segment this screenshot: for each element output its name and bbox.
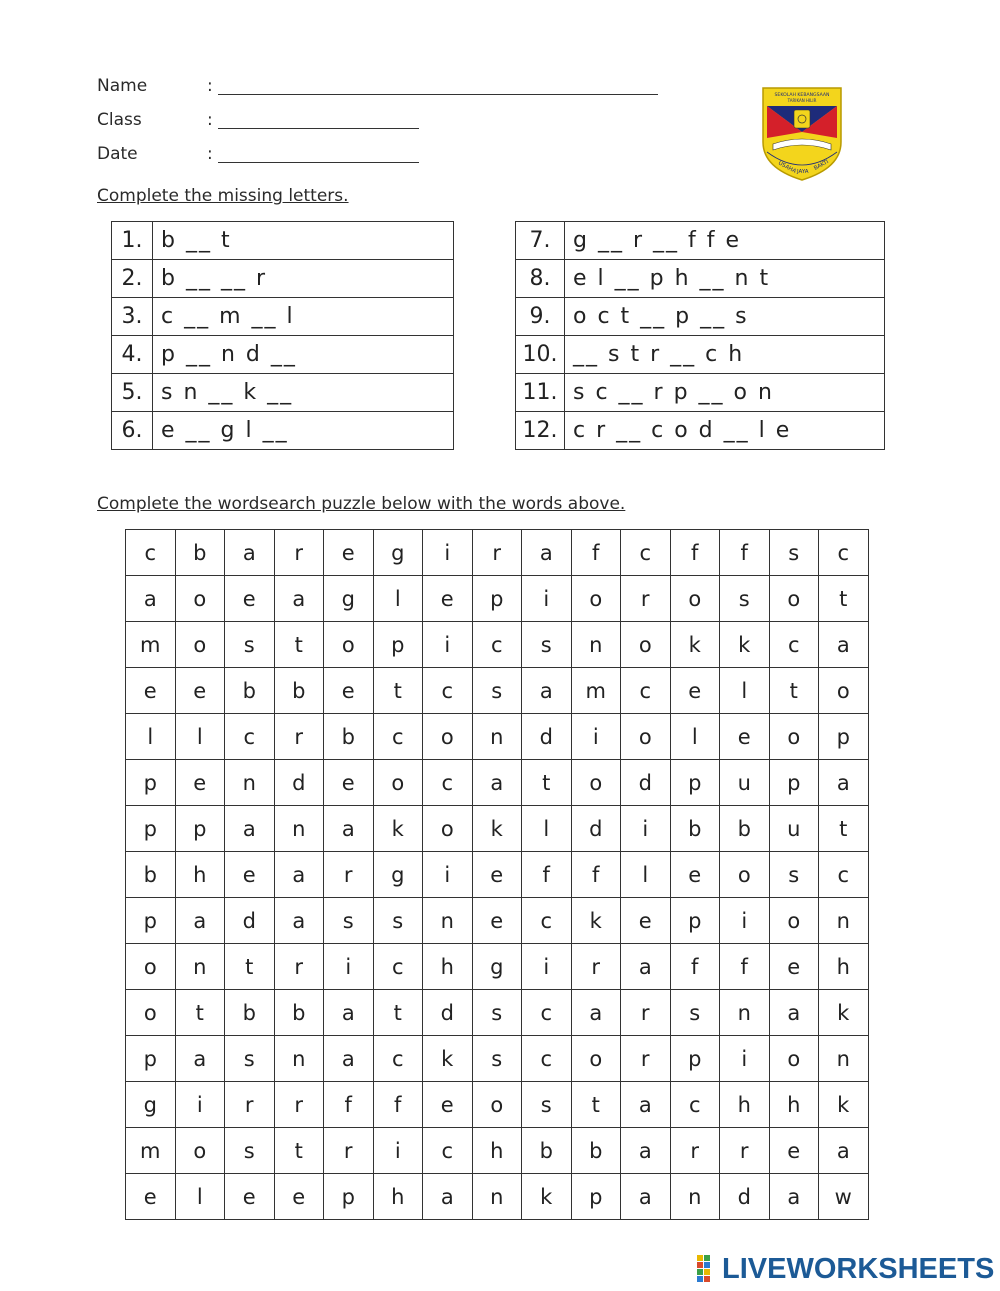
grid-cell[interactable]: a bbox=[571, 990, 621, 1036]
grid-cell[interactable]: h bbox=[819, 944, 869, 990]
grid-cell[interactable]: p bbox=[126, 806, 176, 852]
grid-cell[interactable]: u bbox=[769, 806, 819, 852]
grid-cell[interactable]: k bbox=[522, 1174, 572, 1220]
grid-row bbox=[126, 1036, 869, 1082]
grid-cell[interactable]: o bbox=[126, 990, 176, 1036]
grid-cell[interactable]: e bbox=[720, 714, 770, 760]
grid-cell[interactable]: b bbox=[571, 1128, 621, 1174]
grid-row bbox=[126, 622, 869, 668]
table-row bbox=[516, 336, 885, 374]
grid-cell[interactable]: p bbox=[126, 760, 176, 806]
grid-cell[interactable]: i bbox=[423, 530, 473, 576]
grid-cell[interactable]: c bbox=[819, 530, 869, 576]
item-word[interactable]: c r __ c o d __ l e bbox=[565, 412, 885, 450]
grid-cell[interactable]: a bbox=[621, 1128, 671, 1174]
grid-cell[interactable]: c bbox=[819, 852, 869, 898]
grid-cell[interactable]: e bbox=[274, 1174, 324, 1220]
grid-cell[interactable]: c bbox=[522, 1036, 572, 1082]
item-word[interactable]: b __ __ r bbox=[153, 260, 454, 298]
grid-cell[interactable]: n bbox=[571, 622, 621, 668]
grid-cell[interactable]: i bbox=[522, 576, 572, 622]
grid-cell[interactable]: a bbox=[522, 530, 572, 576]
item-word[interactable]: e l __ p h __ n t bbox=[565, 260, 885, 298]
grid-cell[interactable]: k bbox=[423, 1036, 473, 1082]
grid-row bbox=[126, 852, 869, 898]
table-row bbox=[112, 298, 454, 336]
grid-cell[interactable]: e bbox=[225, 1174, 275, 1220]
item-number: 7. bbox=[516, 222, 565, 260]
grid-cell[interactable]: a bbox=[819, 622, 869, 668]
grid-cell[interactable]: e bbox=[175, 668, 225, 714]
liveworksheets-logo bbox=[697, 1252, 994, 1286]
grid-cell[interactable]: i bbox=[423, 622, 473, 668]
name-label: Name bbox=[97, 76, 148, 96]
grid-cell[interactable]: r bbox=[274, 714, 324, 760]
grid-cell[interactable]: o bbox=[720, 852, 770, 898]
table-row bbox=[516, 260, 885, 298]
grid-cell[interactable]: d bbox=[720, 1174, 770, 1220]
grid-cell[interactable]: c bbox=[373, 714, 423, 760]
grid-cell[interactable]: b bbox=[324, 714, 374, 760]
grid-cell[interactable]: a bbox=[472, 760, 522, 806]
grid-cell[interactable]: o bbox=[819, 668, 869, 714]
grid-cell[interactable]: o bbox=[126, 944, 176, 990]
grid-cell[interactable]: o bbox=[769, 1036, 819, 1082]
grid-cell[interactable]: p bbox=[324, 1174, 374, 1220]
grid-cell[interactable]: f bbox=[324, 1082, 374, 1128]
grid-cell[interactable]: p bbox=[175, 806, 225, 852]
item-number: 11. bbox=[516, 374, 565, 412]
name-colon: : bbox=[207, 76, 213, 96]
section1-instruction: Complete the missing letters. bbox=[97, 186, 349, 206]
grid-cell[interactable]: c bbox=[423, 1128, 473, 1174]
item-word[interactable]: p __ n d __ bbox=[153, 336, 454, 374]
school-logo bbox=[761, 86, 843, 182]
grid-cell[interactable]: s bbox=[769, 852, 819, 898]
grid-cell[interactable]: f bbox=[670, 944, 720, 990]
grid-cell[interactable]: l bbox=[126, 714, 176, 760]
grid-cell[interactable]: d bbox=[571, 806, 621, 852]
grid-row bbox=[126, 1082, 869, 1128]
grid-cell[interactable]: t bbox=[274, 1128, 324, 1174]
grid-cell[interactable]: k bbox=[373, 806, 423, 852]
grid-cell[interactable]: u bbox=[720, 760, 770, 806]
grid-cell[interactable]: o bbox=[571, 576, 621, 622]
grid-cell[interactable]: i bbox=[571, 714, 621, 760]
grid-cell[interactable]: p bbox=[571, 1174, 621, 1220]
grid-cell[interactable]: f bbox=[522, 852, 572, 898]
item-number: 5. bbox=[112, 374, 153, 412]
table-row bbox=[112, 222, 454, 260]
grid-cell[interactable]: a bbox=[621, 1174, 671, 1220]
table-row bbox=[516, 412, 885, 450]
grid-cell[interactable]: n bbox=[819, 1036, 869, 1082]
item-word[interactable]: o c t __ p __ s bbox=[565, 298, 885, 336]
grid-cell[interactable]: t bbox=[225, 944, 275, 990]
grid-cell[interactable]: r bbox=[472, 530, 522, 576]
grid-cell[interactable]: a bbox=[126, 576, 176, 622]
table-row bbox=[112, 336, 454, 374]
grid-cell[interactable]: c bbox=[769, 622, 819, 668]
grid-cell[interactable]: p bbox=[769, 760, 819, 806]
grid-cell[interactable]: f bbox=[720, 530, 770, 576]
grid-cell[interactable]: b bbox=[522, 1128, 572, 1174]
grid-cell[interactable]: t bbox=[819, 806, 869, 852]
grid-cell[interactable]: a bbox=[175, 898, 225, 944]
grid-cell[interactable]: i bbox=[522, 944, 572, 990]
grid-cell[interactable]: c bbox=[522, 990, 572, 1036]
grid-cell[interactable]: r bbox=[274, 1082, 324, 1128]
grid-cell[interactable]: s bbox=[472, 1036, 522, 1082]
grid-cell[interactable]: i bbox=[373, 1128, 423, 1174]
grid-cell[interactable]: b bbox=[175, 530, 225, 576]
grid-cell[interactable]: o bbox=[175, 622, 225, 668]
grid-row bbox=[126, 806, 869, 852]
grid-cell[interactable]: n bbox=[472, 714, 522, 760]
grid-cell[interactable]: d bbox=[522, 714, 572, 760]
table-row bbox=[516, 374, 885, 412]
grid-cell[interactable]: r bbox=[720, 1128, 770, 1174]
grid-cell[interactable]: b bbox=[670, 806, 720, 852]
grid-cell[interactable]: h bbox=[769, 1082, 819, 1128]
missing-letters-table-right bbox=[515, 221, 885, 450]
grid-cell[interactable]: d bbox=[423, 990, 473, 1036]
liveworksheets-icon bbox=[697, 1255, 719, 1283]
grid-row bbox=[126, 990, 869, 1036]
grid-cell[interactable]: f bbox=[373, 1082, 423, 1128]
grid-cell[interactable]: i bbox=[621, 806, 671, 852]
class-colon: : bbox=[207, 110, 213, 130]
grid-cell[interactable]: a bbox=[274, 898, 324, 944]
logo-motto-3: BAKTI bbox=[813, 159, 830, 172]
grid-cell[interactable]: s bbox=[472, 668, 522, 714]
logo-motto-2: JAYA bbox=[797, 169, 809, 175]
grid-cell[interactable]: i bbox=[175, 1082, 225, 1128]
section2-instruction: Complete the wordsearch puzzle below with the words above. bbox=[97, 494, 626, 514]
grid-cell[interactable]: e bbox=[126, 668, 176, 714]
grid-cell[interactable]: f bbox=[571, 530, 621, 576]
grid-cell[interactable]: r bbox=[621, 576, 671, 622]
grid-cell[interactable]: b bbox=[274, 990, 324, 1036]
grid-cell[interactable]: o bbox=[670, 576, 720, 622]
grid-cell[interactable]: t bbox=[819, 576, 869, 622]
grid-row bbox=[126, 1174, 869, 1220]
date-label: Date bbox=[97, 144, 138, 164]
grid-cell[interactable]: t bbox=[522, 760, 572, 806]
grid-cell[interactable]: h bbox=[720, 1082, 770, 1128]
table-row bbox=[516, 222, 885, 260]
grid-cell[interactable]: c bbox=[225, 714, 275, 760]
grid-cell[interactable]: h bbox=[423, 944, 473, 990]
grid-row bbox=[126, 944, 869, 990]
grid-cell[interactable]: g bbox=[126, 1082, 176, 1128]
grid-row bbox=[126, 668, 869, 714]
grid-cell[interactable]: c bbox=[522, 898, 572, 944]
class-label: Class bbox=[97, 110, 142, 130]
grid-cell[interactable]: e bbox=[769, 1128, 819, 1174]
grid-cell[interactable]: n bbox=[720, 990, 770, 1036]
grid-cell[interactable]: e bbox=[324, 668, 374, 714]
grid-cell[interactable]: s bbox=[225, 1128, 275, 1174]
grid-cell[interactable]: r bbox=[324, 1128, 374, 1174]
grid-cell[interactable]: e bbox=[324, 530, 374, 576]
grid-cell[interactable]: r bbox=[225, 1082, 275, 1128]
grid-cell[interactable]: c bbox=[423, 760, 473, 806]
grid-cell[interactable]: c bbox=[373, 944, 423, 990]
grid-cell[interactable]: s bbox=[472, 990, 522, 1036]
grid-row bbox=[126, 898, 869, 944]
item-number: 8. bbox=[516, 260, 565, 298]
grid-cell[interactable]: i bbox=[720, 1036, 770, 1082]
grid-cell[interactable]: c bbox=[621, 668, 671, 714]
grid-cell[interactable]: s bbox=[225, 1036, 275, 1082]
grid-cell[interactable]: l bbox=[522, 806, 572, 852]
grid-cell[interactable]: n bbox=[472, 1174, 522, 1220]
grid-cell[interactable]: h bbox=[175, 852, 225, 898]
item-number: 12. bbox=[516, 412, 565, 450]
grid-cell[interactable]: t bbox=[769, 668, 819, 714]
grid-cell[interactable]: a bbox=[621, 944, 671, 990]
grid-cell[interactable]: m bbox=[571, 668, 621, 714]
grid-cell[interactable]: t bbox=[274, 622, 324, 668]
logo-top-text: SEKOLAH KEBANGSAAN bbox=[774, 93, 830, 98]
grid-cell[interactable]: e bbox=[423, 1082, 473, 1128]
grid-cell[interactable]: a bbox=[621, 1082, 671, 1128]
grid-cell[interactable]: g bbox=[472, 944, 522, 990]
name-line[interactable] bbox=[218, 94, 658, 95]
grid-cell[interactable]: e bbox=[769, 944, 819, 990]
item-number: 10. bbox=[516, 336, 565, 374]
grid-row bbox=[126, 1128, 869, 1174]
table-row bbox=[112, 260, 454, 298]
grid-cell[interactable]: i bbox=[720, 898, 770, 944]
grid-cell[interactable]: e bbox=[670, 852, 720, 898]
grid-cell[interactable]: n bbox=[423, 898, 473, 944]
grid-cell[interactable]: d bbox=[274, 760, 324, 806]
grid-cell[interactable]: l bbox=[175, 1174, 225, 1220]
grid-cell[interactable]: o bbox=[769, 714, 819, 760]
grid-cell[interactable]: s bbox=[769, 530, 819, 576]
missing-letters-table-left bbox=[111, 221, 454, 450]
grid-cell[interactable]: a bbox=[324, 806, 374, 852]
grid-cell[interactable]: c bbox=[423, 668, 473, 714]
grid-cell[interactable]: t bbox=[175, 990, 225, 1036]
grid-cell[interactable]: a bbox=[324, 1036, 374, 1082]
grid-cell[interactable]: c bbox=[472, 622, 522, 668]
grid-cell[interactable]: s bbox=[522, 622, 572, 668]
grid-cell[interactable]: l bbox=[621, 852, 671, 898]
item-number: 6. bbox=[112, 412, 153, 450]
grid-cell[interactable]: e bbox=[472, 852, 522, 898]
grid-cell[interactable]: p bbox=[670, 898, 720, 944]
item-word[interactable]: c __ m __ l bbox=[153, 298, 454, 336]
grid-row bbox=[126, 760, 869, 806]
grid-cell[interactable]: e bbox=[126, 1174, 176, 1220]
item-word[interactable]: s n __ k __ bbox=[153, 374, 454, 412]
grid-cell[interactable]: p bbox=[126, 1036, 176, 1082]
grid-row bbox=[126, 576, 869, 622]
item-word[interactable]: __ s t r __ c h bbox=[565, 336, 885, 374]
grid-cell[interactable]: h bbox=[373, 1174, 423, 1220]
logo-motto-1: USAHA bbox=[777, 160, 797, 175]
grid-cell[interactable]: e bbox=[472, 898, 522, 944]
grid-cell[interactable]: k bbox=[819, 1082, 869, 1128]
grid-cell[interactable]: k bbox=[472, 806, 522, 852]
grid-cell[interactable]: n bbox=[225, 760, 275, 806]
grid-cell[interactable]: b bbox=[274, 668, 324, 714]
grid-cell[interactable]: l bbox=[373, 576, 423, 622]
grid-cell[interactable]: a bbox=[274, 576, 324, 622]
grid-cell[interactable]: e bbox=[423, 576, 473, 622]
grid-cell[interactable]: t bbox=[373, 668, 423, 714]
grid-cell[interactable]: a bbox=[423, 1174, 473, 1220]
grid-cell[interactable]: k bbox=[571, 898, 621, 944]
grid-cell[interactable]: s bbox=[720, 576, 770, 622]
grid-cell[interactable]: m bbox=[126, 1128, 176, 1174]
grid-cell[interactable]: a bbox=[175, 1036, 225, 1082]
grid-cell[interactable]: o bbox=[373, 760, 423, 806]
grid-cell[interactable]: a bbox=[819, 1128, 869, 1174]
grid-row bbox=[126, 714, 869, 760]
grid-cell[interactable]: o bbox=[769, 898, 819, 944]
grid-cell[interactable]: t bbox=[373, 990, 423, 1036]
grid-cell[interactable]: t bbox=[571, 1082, 621, 1128]
grid-cell[interactable]: f bbox=[670, 530, 720, 576]
grid-cell[interactable]: p bbox=[670, 760, 720, 806]
grid-cell[interactable]: a bbox=[324, 990, 374, 1036]
grid-cell[interactable]: p bbox=[373, 622, 423, 668]
grid-cell[interactable]: r bbox=[324, 852, 374, 898]
grid-cell[interactable]: a bbox=[769, 990, 819, 1036]
grid-cell[interactable]: p bbox=[126, 898, 176, 944]
grid-cell[interactable]: k bbox=[670, 622, 720, 668]
grid-cell[interactable]: s bbox=[324, 898, 374, 944]
date-line[interactable] bbox=[218, 162, 419, 163]
grid-cell[interactable]: i bbox=[423, 852, 473, 898]
grid-cell[interactable]: d bbox=[621, 760, 671, 806]
grid-cell[interactable]: e bbox=[225, 576, 275, 622]
grid-cell[interactable]: g bbox=[373, 852, 423, 898]
grid-cell[interactable]: p bbox=[670, 1036, 720, 1082]
grid-cell[interactable]: b bbox=[720, 806, 770, 852]
grid-cell[interactable]: a bbox=[769, 1174, 819, 1220]
grid-cell[interactable]: l bbox=[720, 668, 770, 714]
item-word[interactable]: g __ r __ f f e bbox=[565, 222, 885, 260]
grid-cell[interactable]: o bbox=[324, 622, 374, 668]
grid-row bbox=[126, 530, 869, 576]
grid-cell[interactable]: l bbox=[175, 714, 225, 760]
table-row bbox=[516, 298, 885, 336]
grid-cell[interactable]: n bbox=[175, 944, 225, 990]
grid-cell[interactable]: e bbox=[324, 760, 374, 806]
grid-cell[interactable]: r bbox=[571, 944, 621, 990]
item-word[interactable]: s c __ r p __ o n bbox=[565, 374, 885, 412]
grid-cell[interactable]: a bbox=[522, 668, 572, 714]
grid-cell[interactable]: o bbox=[571, 760, 621, 806]
grid-cell[interactable]: c bbox=[373, 1036, 423, 1082]
grid-cell[interactable]: f bbox=[571, 852, 621, 898]
grid-cell[interactable]: s bbox=[225, 622, 275, 668]
grid-cell[interactable]: g bbox=[324, 576, 374, 622]
grid-cell[interactable]: d bbox=[225, 898, 275, 944]
grid-cell[interactable]: e bbox=[225, 852, 275, 898]
grid-cell[interactable]: o bbox=[621, 622, 671, 668]
grid-cell[interactable]: n bbox=[274, 806, 324, 852]
item-number: 2. bbox=[112, 260, 153, 298]
grid-cell[interactable]: p bbox=[472, 576, 522, 622]
grid-cell[interactable]: n bbox=[670, 1174, 720, 1220]
logo-sub-text: TARIKAN HILIR bbox=[787, 98, 817, 103]
grid-cell[interactable]: p bbox=[819, 714, 869, 760]
grid-cell[interactable]: o bbox=[423, 714, 473, 760]
grid-cell[interactable]: b bbox=[225, 990, 275, 1036]
grid-cell[interactable]: a bbox=[225, 806, 275, 852]
grid-cell[interactable]: r bbox=[621, 1036, 671, 1082]
item-word[interactable]: e __ g l __ bbox=[153, 412, 454, 450]
grid-cell[interactable]: r bbox=[274, 944, 324, 990]
grid-cell[interactable]: b bbox=[225, 668, 275, 714]
grid-cell[interactable]: g bbox=[373, 530, 423, 576]
grid-cell[interactable]: w bbox=[819, 1174, 869, 1220]
grid-cell[interactable]: a bbox=[819, 760, 869, 806]
class-line[interactable] bbox=[218, 128, 419, 129]
grid-cell[interactable]: k bbox=[819, 990, 869, 1036]
grid-cell[interactable]: f bbox=[720, 944, 770, 990]
grid-cell[interactable]: r bbox=[274, 530, 324, 576]
grid-cell[interactable]: e bbox=[670, 668, 720, 714]
grid-cell[interactable]: s bbox=[522, 1082, 572, 1128]
grid-cell[interactable]: s bbox=[670, 990, 720, 1036]
grid-cell[interactable]: n bbox=[274, 1036, 324, 1082]
grid-cell[interactable]: i bbox=[324, 944, 374, 990]
grid-cell[interactable]: c bbox=[670, 1082, 720, 1128]
grid-cell[interactable]: b bbox=[126, 852, 176, 898]
grid-cell[interactable]: o bbox=[621, 714, 671, 760]
grid-cell[interactable]: r bbox=[670, 1128, 720, 1174]
grid-cell[interactable]: o bbox=[175, 1128, 225, 1174]
item-number: 1. bbox=[112, 222, 153, 260]
grid-cell[interactable]: m bbox=[126, 622, 176, 668]
grid-cell[interactable]: e bbox=[621, 898, 671, 944]
grid-cell[interactable]: n bbox=[819, 898, 869, 944]
grid-cell[interactable]: c bbox=[621, 530, 671, 576]
wordsearch-grid bbox=[125, 529, 869, 1220]
grid-cell[interactable]: k bbox=[720, 622, 770, 668]
grid-cell[interactable]: r bbox=[621, 990, 671, 1036]
grid-cell[interactable]: o bbox=[472, 1082, 522, 1128]
grid-cell[interactable]: s bbox=[373, 898, 423, 944]
grid-cell[interactable]: l bbox=[670, 714, 720, 760]
grid-cell[interactable]: h bbox=[472, 1128, 522, 1174]
grid-cell[interactable]: e bbox=[175, 760, 225, 806]
table-row bbox=[112, 412, 454, 450]
grid-cell[interactable]: o bbox=[571, 1036, 621, 1082]
item-number: 9. bbox=[516, 298, 565, 336]
item-number: 3. bbox=[112, 298, 153, 336]
grid-cell[interactable]: o bbox=[423, 806, 473, 852]
grid-cell[interactable]: c bbox=[126, 530, 176, 576]
grid-cell[interactable]: o bbox=[175, 576, 225, 622]
table-row bbox=[112, 374, 454, 412]
date-colon: : bbox=[207, 144, 213, 164]
grid-cell[interactable]: a bbox=[225, 530, 275, 576]
grid-cell[interactable]: a bbox=[274, 852, 324, 898]
grid-cell[interactable]: o bbox=[769, 576, 819, 622]
liveworksheets-brand: LIVEWORKSHEETS bbox=[722, 1252, 995, 1285]
item-word[interactable]: b __ t bbox=[153, 222, 454, 260]
item-number: 4. bbox=[112, 336, 153, 374]
